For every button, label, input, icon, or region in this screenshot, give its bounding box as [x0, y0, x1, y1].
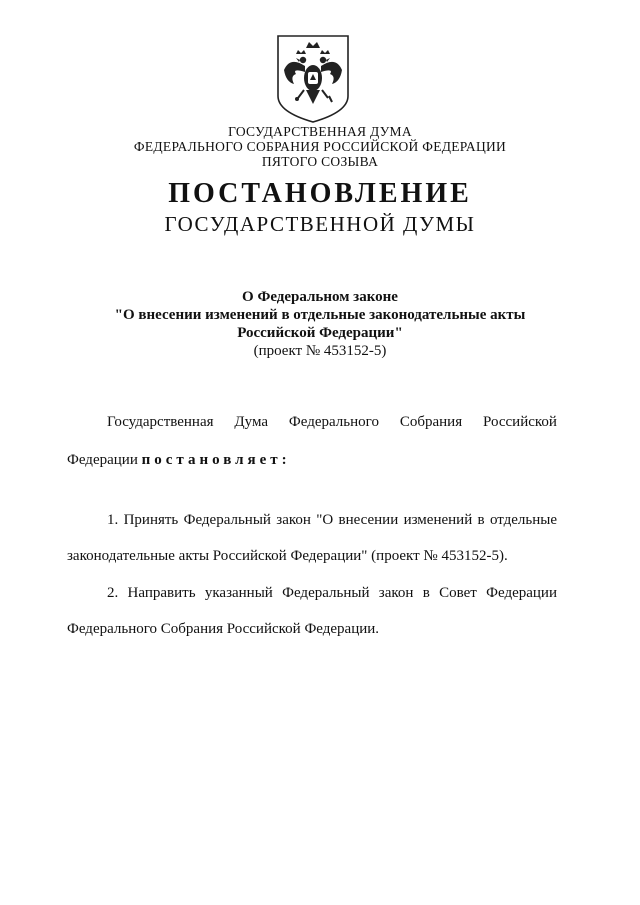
org-line-assembly: ФЕДЕРАЛЬНОГО СОБРАНИЯ РОССИЙСКОЙ ФЕДЕРАЦИИ	[133, 139, 507, 154]
item-2-line-1: 2. Направить указанный Федеральный закон в Совет Федерации	[107, 585, 557, 601]
subject-line-1: О Федеральном законе	[242, 289, 398, 305]
intro-word: Федерального	[288, 414, 379, 430]
subject-line-3: Российской Федерации"	[237, 325, 403, 341]
intro-word: Дума	[234, 414, 269, 430]
intro-line-1	[107, 414, 557, 431]
intro-word: Российской	[483, 414, 557, 430]
coat-of-arms-icon	[276, 34, 350, 124]
intro-verb: постановляет:	[141, 452, 291, 468]
org-line-convocation: ПЯТОГО СОЗЫВА	[261, 154, 379, 169]
item-2-line-2: Федерального Собрания Российской Федерации.	[67, 621, 380, 637]
intro-word: Собрания	[399, 414, 463, 430]
intro-line-2	[67, 452, 291, 469]
document-issuer: ГОСУДАРСТВЕННОЙ ДУМЫ	[164, 212, 476, 236]
item-1-line-1: 1. Принять Федеральный закон "О внесении изменений в отдельные	[107, 512, 557, 528]
bill-number: (проект № 453152-5)	[253, 343, 387, 359]
subject-line-2: "О внесении изменений в отдельные законодательные акты	[114, 307, 526, 323]
item-1-line-2: законодательные акты Российской Федерации" (проект № 453152-5).	[67, 548, 508, 564]
intro-line2-start: Федерации	[67, 452, 138, 468]
intro-word: Государственная	[107, 414, 214, 430]
org-line-duma: ГОСУДАРСТВЕННАЯ ДУМА	[228, 124, 412, 139]
document-type-title: ПОСТАНОВЛЕНИЕ	[168, 178, 472, 209]
